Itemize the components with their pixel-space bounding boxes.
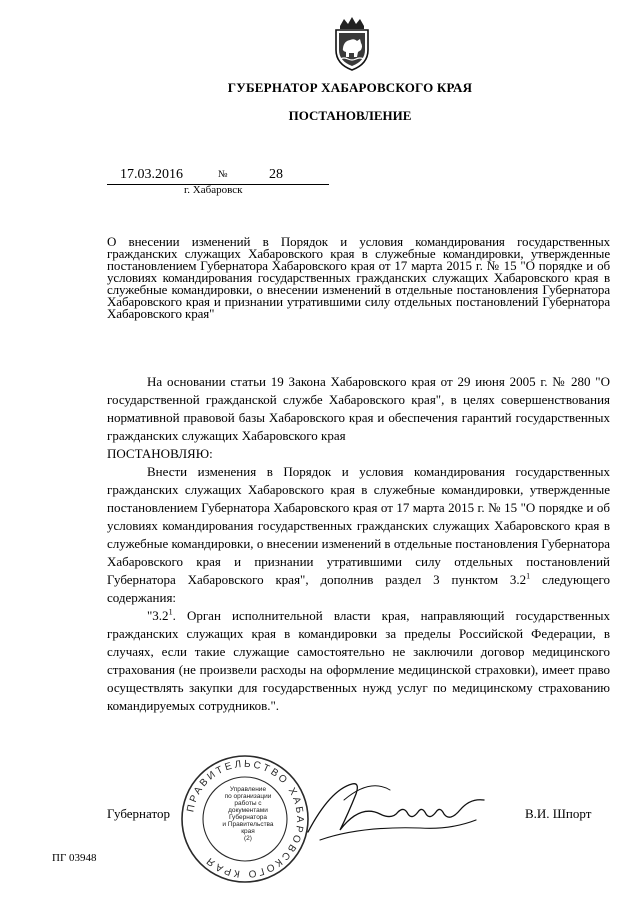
document-type-title: ПОСТАНОВЛЕНИЕ	[288, 108, 412, 123]
issue-city: г. Хабаровск	[184, 184, 243, 196]
signer-name: В.И. Шпорт	[525, 806, 592, 821]
stamp-line: и Правительства	[222, 821, 274, 828]
order-text: Внести изменения в Порядок и условия командирования государственных гражданских служащих Хабаровского края в служебные командировки, утвержденные постановлением Губернатора Хабаровского края от 17 марта 2015 г. № 15 "О порядке и об условиях командирования государственных гражданских служащих Хабаровского края в служебные командировки, о внесении изменений в отдельные постановления Губернатора Хабаровского края и признании утратившими силу отдельных постановлений Губернатора Хабаровского края", дополнив раздел 3 пунктом 3.2	[107, 464, 610, 587]
document-date: 17.03.2016	[120, 167, 183, 182]
stamp-ring-text: ПРАВИТЕЛЬСТВО ХАБАРОВСКОГО КРАЯ	[185, 758, 306, 880]
document-number: 28	[269, 167, 283, 182]
resolve-word: ПОСТАНОВЛЯЮ:	[107, 446, 213, 461]
stamp-line: работы с документами	[228, 800, 268, 814]
stamp-line: (2)	[244, 835, 252, 842]
order-tail: следующего содержания:	[107, 572, 610, 605]
stamp-center-text	[216, 786, 280, 842]
clause-text: . Орган исполнительной власти края, направляющий государственных гражданских служащих края в командировки за пределы Российской Федерации, в случаях, если такие служащие самостоятельно не заключили договор медицинского страхования (не произвели расходы на оформление медицинской страховки), имеет право осуществлять закупки для государственных нужд услуг по медицинскому страхованию командируемых сотрудников.".	[107, 608, 610, 713]
stamp-line: края	[241, 828, 255, 835]
document-body	[107, 373, 610, 715]
number-sign: №	[218, 169, 228, 180]
order-paragraph	[107, 463, 610, 607]
stamp-line: Управление	[229, 786, 267, 793]
document-subject: О внесении изменений в Порядок и условия командирования государственных гражданских служащих Хабаровского края в служебные командировки, утвержденные постановлением Губернатора Хабаровского края от 17 марта 2015 г. № 15 "О порядке и об условиях командирования государственных гражданских служащих Хабаровского края в служебные командировки, о внесении изменений в отдельные постановления Губернатора Хабаровского края и признании утратившими силу отдельных постановлений Губернатора Хабаровского края"	[107, 234, 610, 321]
clause-superscript: 1	[168, 607, 173, 617]
handwritten-signature	[300, 770, 490, 860]
form-code: ПГ 03948	[52, 852, 97, 864]
preamble-paragraph: На основании статьи 19 Закона Хабаровского края от 29 июня 2005 г. № 280 "О государственной гражданской службе Хабаровского края", в целях совершенствования нормативной правовой базы Хабаровского края и обеспечения гарантий государственных гражданских служащих Хабаровского края	[107, 374, 610, 443]
registration-line	[107, 168, 329, 185]
stamp-line: Губернатора	[228, 814, 268, 821]
clause-paragraph	[107, 607, 610, 715]
coat-of-arms-icon	[330, 16, 374, 72]
signer-position: Губернатор	[107, 806, 170, 821]
order-superscript: 1	[526, 571, 531, 581]
stamp-line: по организации	[224, 793, 272, 800]
authority-title: ГУБЕРНАТОР ХАБАРОВСКОГО КРАЯ	[227, 80, 473, 95]
clause-number: "3.2	[147, 608, 169, 623]
